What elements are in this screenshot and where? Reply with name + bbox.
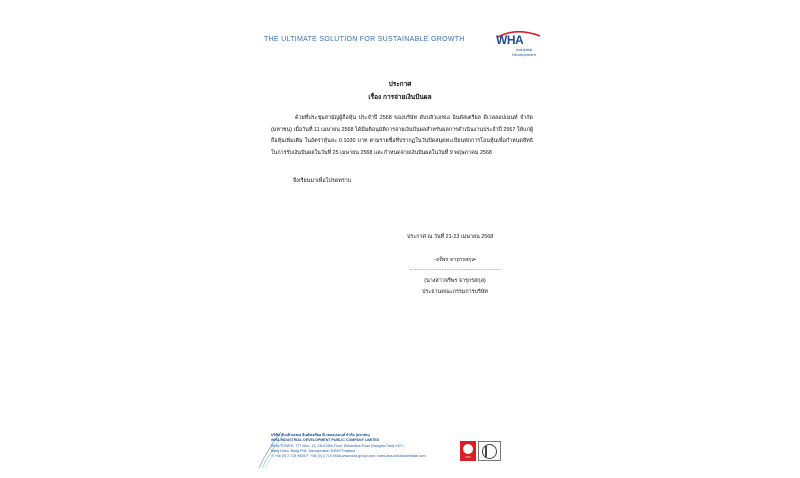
document-subject: เรื่อง การจ่ายเงินปันผล <box>368 94 432 101</box>
logo-subtitle-line-2: Development <box>512 52 536 57</box>
logo-subtitle-line-1: Industrial <box>515 47 533 52</box>
footer-address-1: WHA TOWER, 777 Moo. 13, 23rd-25th Floor, Debaratna Road (Bangna-Trad) KM.7, <box>271 443 405 448</box>
signer-position: ประธานคณะกรรมการบริษัท <box>422 289 488 295</box>
certification-bar-icon <box>485 446 487 457</box>
footer <box>257 428 552 468</box>
certification-seal-icon <box>463 444 473 454</box>
header-tagline: THE ULTIMATE SOLUTION FOR SUSTAINABLE GROWTH <box>264 36 465 43</box>
closing-statement: จึงเรียนมาเพื่อโปรดทราบ <box>293 178 352 184</box>
certification-label: ISO <box>465 455 471 459</box>
footer-company-th: บริษัท ดับบลิวเอชเอ อินดัสเตรียล ดีเวลลอปเมนท์ จำกัด (มหาชน) <box>271 433 370 437</box>
announcement-date: ประกาศ ณ วันที่ 21-23 เมษายน 2568 <box>407 234 494 240</box>
logo-text: WHA <box>496 33 524 47</box>
certification-badge <box>460 441 476 461</box>
logo-subtitle <box>504 47 544 57</box>
footer-text <box>271 433 471 459</box>
footer-address-2: Bang Kaeo, Bang Phli, Samutprakan 10540 Thailand <box>271 448 356 453</box>
footer-company-en: WHA INDUSTRIAL DEVELOPMENT PUBLIC COMPANY LIMITED <box>271 438 380 443</box>
document-body: ด้วยที่ประชุมสามัญผู้ถือหุ้น ประจำปี 2568 ของบริษัท ดับบลิวเอชเอ อินดัสเตรียล ดีเวลลอปเมนท์ จำกัด (มหาชน) เมื่อวันที่ 11 เมษายน 2568 ได้มีมติอนุมัติการจ่ายเงินปันผลสำหรับผลการดำเนินงานประจำปี 2567 ให้แก่ผู้ถือหุ้นเพิ่มเติม ในอัตราหุ้นละ 0.1030 บาท ตามรายชื่อที่ปรากฏในวันปิดสมุดทะเบียนพักการโอนหุ้นเพื่อกำหนดสิทธิในการรับเงินปันผลในวันที่ 25 เมษายน 2568 และกำหนดจ่ายเงินปันผลในวันที่ 9 พฤษภาคม 2568 <box>271 115 533 156</box>
certification-mark <box>478 441 501 461</box>
wha-logo <box>494 29 544 59</box>
signature-line: ……………………………………………… <box>409 266 501 272</box>
signature: -จรีพร จารุกรสกุล- <box>433 257 477 263</box>
footer-contact: T: +66 (0) 2 719 9555 F: +66 (0) 2 719 9546 www.wha-group.com, www.wha-industrialestate.com <box>271 454 426 459</box>
document-title: ประกาศ <box>388 81 412 88</box>
signer-name: (นางสาวจรีพร จารุกรสกุล) <box>424 278 486 284</box>
